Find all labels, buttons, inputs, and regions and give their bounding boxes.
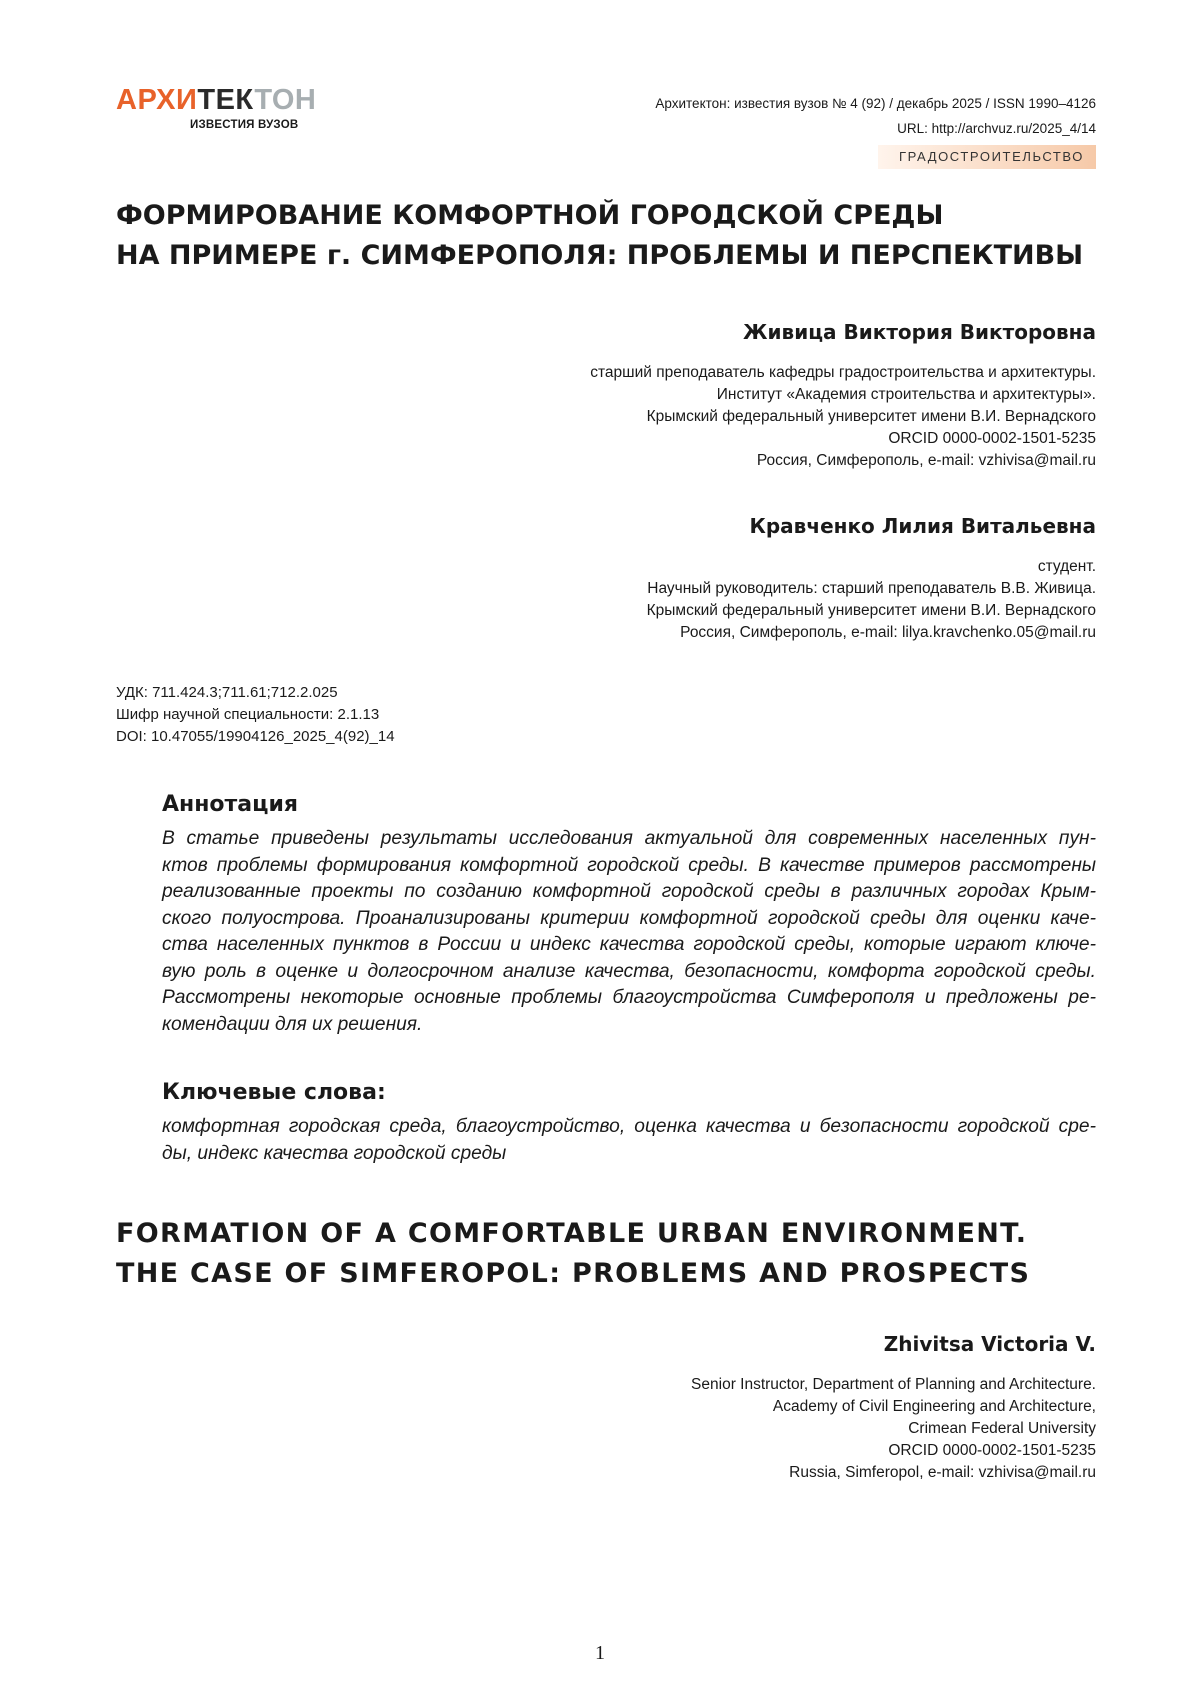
abstract-line: Рассмотрены некоторые основные проблемы благоустройства Симферополя и предложены ре- bbox=[162, 987, 1096, 1008]
affiliation-line: ORCID 0000-0002-1501-5235 bbox=[888, 430, 1096, 447]
abstract-line: ского полуострова. Проанализированы критерии комфортной городской среды для оценки каче- bbox=[162, 907, 1096, 929]
affiliation-line: Senior Instructor, Department of Planning and Architecture. bbox=[691, 1376, 1096, 1393]
logo-part-3: ТОН bbox=[254, 84, 317, 116]
logo-part-2: ТЕК bbox=[197, 84, 255, 116]
page-number: 1 bbox=[595, 1642, 605, 1664]
author-name: Кравченко Лилия Витальевна bbox=[749, 514, 1096, 538]
keywords-line: комфортная городская среда, благоустройство, оценка качества и безопасности городской сре- bbox=[162, 1116, 1096, 1137]
abstract-line: комендации для их решения. bbox=[162, 1013, 423, 1035]
affiliation-line: студент. bbox=[1037, 558, 1096, 575]
affiliation-line: ORCID 0000-0002-1501-5235 bbox=[888, 1442, 1096, 1459]
affiliation-line: Крымский федеральный университет имени В.И. Вернадского bbox=[646, 408, 1096, 425]
affiliation-line: Научный руководитель: старший преподаватель В.В. Живица. bbox=[647, 580, 1096, 597]
journal-logo bbox=[116, 85, 316, 115]
abstract-line: ктов проблемы формирования комфортной городской среды. В качестве примеров рассмотрены bbox=[162, 854, 1096, 876]
abstract-line: В статье приведены результаты исследования актуальной для современных населенных пун- bbox=[162, 828, 1096, 849]
article-url: URL: http://archvuz.ru/2025_4/14 bbox=[897, 121, 1096, 136]
specialty-code: Шифр научной специальности: 2.1.13 bbox=[116, 706, 380, 723]
abstract-text bbox=[162, 826, 1096, 1038]
title-ru-line-1: ФОРМИРОВАНИЕ КОМФОРТНОЙ ГОРОДСКОЙ СРЕДЫ bbox=[116, 200, 944, 231]
abstract-line: вую роль в оценке и долгосрочном анализе качества, безопасности, комфорта городской среды. bbox=[162, 960, 1096, 982]
doi: DOI: 10.47055/19904126_2025_4(92)_14 bbox=[116, 728, 395, 745]
article-title-en bbox=[116, 1214, 1116, 1294]
keywords-text bbox=[162, 1114, 1096, 1167]
section-tag: ГРАДОСТРОИТЕЛЬСТВО bbox=[878, 145, 1096, 169]
article-title-ru bbox=[116, 196, 1116, 276]
affiliation-line: Россия, Симферополь, e-mail: vzhivisa@mail.ru bbox=[756, 452, 1096, 469]
journal-info: Архитектон: известия вузов № 4 (92) / декабрь 2025 / ISSN 1990–4126 bbox=[655, 96, 1096, 111]
logo-part-1: АРХИ bbox=[116, 84, 198, 116]
author-block-1 bbox=[396, 318, 1096, 472]
affiliation-line: Russia, Simferopol, e-mail: vzhivisa@mail.ru bbox=[789, 1464, 1096, 1481]
abstract-line: реализованные проекты по созданию комфортной городской среды в различных городах Крым- bbox=[162, 881, 1096, 902]
abstract-heading: Аннотация bbox=[162, 792, 298, 817]
logo-subtitle: ИЗВЕСТИЯ ВУЗОВ bbox=[190, 119, 299, 131]
article-meta bbox=[116, 682, 395, 748]
keywords-line: ды, индекс качества городской среды bbox=[162, 1142, 507, 1164]
affiliation-line: Academy of Civil Engineering and Architecture, bbox=[772, 1398, 1096, 1415]
affiliation-line: Crimean Federal University bbox=[908, 1420, 1096, 1437]
author-block-2 bbox=[396, 512, 1096, 644]
author-name: Zhivitsa Victoria V. bbox=[883, 1332, 1096, 1356]
author-name: Живица Виктория Викторовна bbox=[743, 320, 1096, 344]
abstract-line: ства населенных пунктов в России и индекс качества городской среды, которые играют ключе- bbox=[162, 934, 1096, 955]
affiliation-line: старший преподаватель кафедры градостроительства и архитектуры. bbox=[590, 364, 1096, 381]
keywords-heading: Ключевые слова: bbox=[162, 1080, 386, 1105]
title-en-line-1: FORMATION OF A COMFORTABLE URBAN ENVIRONMENT. bbox=[116, 1218, 1028, 1249]
affiliation-line: Институт «Академия строительства и архитектуры». bbox=[716, 386, 1096, 403]
udk-code: УДК: 711.424.3;711.61;712.2.025 bbox=[116, 684, 338, 701]
affiliation-line: Крымский федеральный университет имени В.И. Вернадского bbox=[646, 602, 1096, 619]
affiliation-line: Россия, Симферополь, e-mail: lilya.kravchenko.05@mail.ru bbox=[680, 624, 1096, 641]
author-block-en bbox=[396, 1330, 1096, 1484]
title-ru-line-2: НА ПРИМЕРЕ г. СИМФЕРОПОЛЯ: ПРОБЛЕМЫ И ПЕРСПЕКТИВЫ bbox=[116, 240, 1084, 271]
title-en-line-2: THE CASE OF SIMFEROPOL: PROBLEMS AND PROSPECTS bbox=[116, 1258, 1031, 1289]
